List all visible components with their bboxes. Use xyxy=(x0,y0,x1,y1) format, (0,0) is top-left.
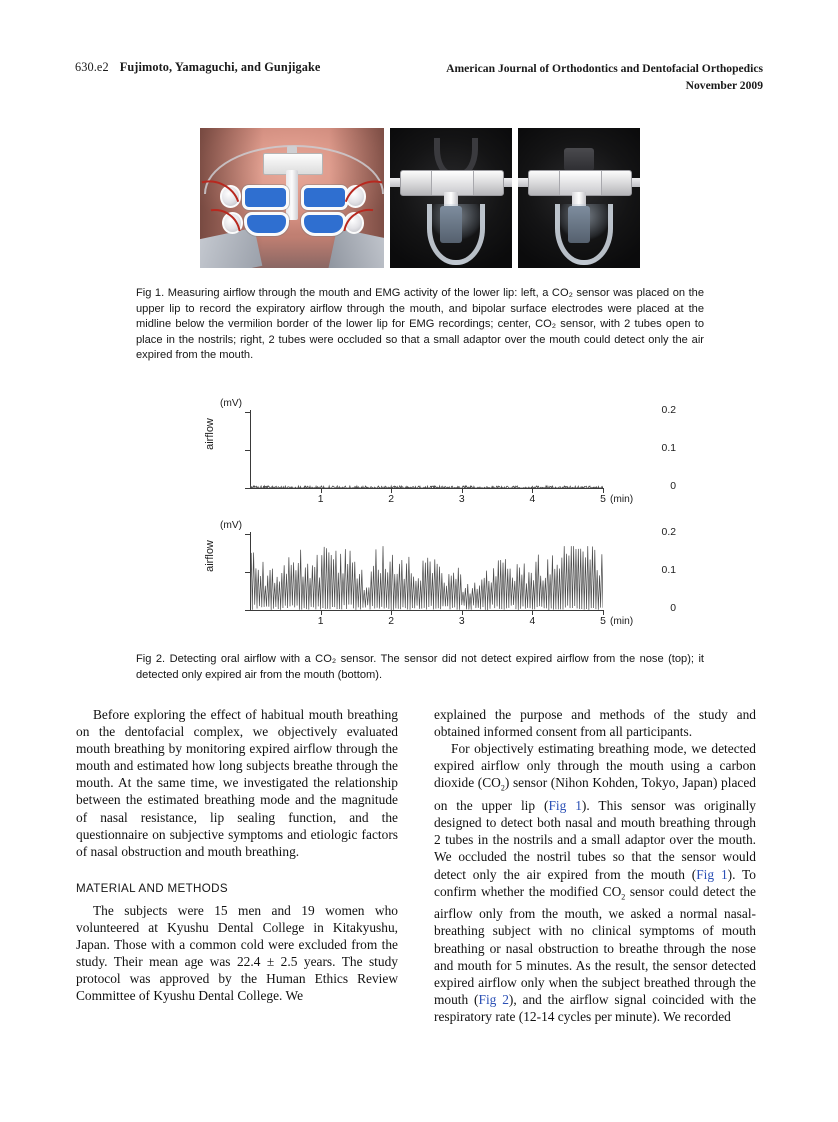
y-tick-bottom-0 xyxy=(245,610,250,611)
figure-1-right-panel xyxy=(518,128,640,268)
x-tick-top-2 xyxy=(391,488,392,493)
paragraph-co2-sensor xyxy=(434,740,756,1025)
x-tick-label-bottom-2: 2 xyxy=(388,616,395,627)
x-tick-bottom-2 xyxy=(391,610,392,615)
x-tick-top-1 xyxy=(321,488,322,493)
x-tick-label-bottom-1: 1 xyxy=(317,616,324,627)
plot-area-bottom xyxy=(250,534,603,610)
mouth-adaptor-core xyxy=(440,206,462,242)
x-tick-label-top-1: 1 xyxy=(317,494,324,505)
figure-2-caption-text: Detecting oral airflow with a CO₂ sensor. The sensor did not detect expired airflow from the nose (top); it detected only expired air from the mouth (bottom). xyxy=(136,653,704,681)
trace-svg-bottom xyxy=(250,534,603,610)
figure-2-label: Fig 2. xyxy=(136,653,166,665)
y-tick-label-top-0.1: 0.1 xyxy=(661,443,676,454)
chart-nose-breathing xyxy=(196,398,676,514)
mouth-adaptor-core xyxy=(568,206,590,242)
chart-mouth-breathing xyxy=(196,520,676,636)
y-tick-label-top-0: 0 xyxy=(670,481,676,492)
subscript-two: 2 xyxy=(621,892,626,902)
figure-1-image-strip xyxy=(200,128,640,268)
running-head-left xyxy=(75,60,320,75)
x-tick-label-top-5: 5 xyxy=(600,494,606,505)
x-tick-label-bottom-5: 5 xyxy=(600,616,606,627)
x-tick-bottom-3 xyxy=(462,610,463,615)
body-column-left xyxy=(76,706,398,1005)
running-head-right xyxy=(446,60,763,94)
x-axis-line-top xyxy=(250,488,604,489)
sentence-part-d: ). To confirm whether the modified CO xyxy=(434,866,756,899)
figure-1-label: Fig 1. xyxy=(136,287,165,299)
journal-title: American Journal of Orthodontics and Dentofacial Orthopedics xyxy=(446,62,763,75)
x-tick-bottom-1 xyxy=(321,610,322,615)
x-axis-unit-bottom: (min) xyxy=(610,616,634,627)
sentence-part-b: ) sensor (Nihon Kohden, Tokyo, Japan) placed on the upper lip ( xyxy=(434,775,756,814)
figure-2-caption xyxy=(136,652,704,683)
x-tick-bottom-5 xyxy=(603,610,604,615)
y-axis-label-top: airflow xyxy=(204,418,216,450)
cross-reference-fig1-first[interactable]: Fig 1 xyxy=(548,798,582,814)
page-folio: 630.e2 xyxy=(75,60,109,74)
paragraph-subjects: The subjects were 15 men and 19 women who volunteered at Kyushu Dental College in Kitakyushu, Japan. Those with a common cold were excluded from the study. Their mean age was 22.4 ± 2.5 years. The study protocol was approved by the Human Ethics Review Committee of Kyushu Dental College. We xyxy=(76,902,398,1004)
figure-2-charts xyxy=(196,398,676,638)
x-tick-top-4 xyxy=(532,488,533,493)
running-head-authors: Fujimoto, Yamaguchi, and Gunjigake xyxy=(119,60,321,74)
sentence-part-f: ), and the airflow signal coincided with the respiratory rate (12-14 cycles per minute). We recorded xyxy=(434,991,757,1024)
x-tick-top-5 xyxy=(603,488,604,493)
plot-area-top xyxy=(250,412,603,488)
sentence-part-c: ). This sensor was originally designed to detect both nasal and mouth breathing through 2 tubes in the nostrils and a small adaptor over the mouth. We occluded the nostril tubes so that the sensor would detect only the air expired from the mouth ( xyxy=(434,798,757,882)
body-column-right xyxy=(434,706,756,1025)
figure-1-caption-text: Measuring airflow through the mouth and EMG activity of the lower lip: left, a CO₂ sensor was placed on the upper lip to record the expiratory airflow through the mouth, and bipolar surface electrodes were placed at the midline below the vermilion border of the lower lip for EMG recordings; center, CO₂ sensor, with 2 tubes open to place in the nostrils; right, 2 tubes were occluded so that a small adaptor over the mouth could detect only the air expired from the mouth. xyxy=(136,287,704,362)
y-tick-label-bottom-0.2: 0.2 xyxy=(661,527,676,538)
y-tick-label-top-0.2: 0.2 xyxy=(661,405,676,416)
nostril-tubes-occluded xyxy=(564,148,593,172)
x-tick-label-top-3: 3 xyxy=(458,494,465,505)
x-tick-label-top-4: 4 xyxy=(529,494,536,505)
x-tick-bottom-4 xyxy=(532,610,533,615)
emg-electrode-top-left xyxy=(242,185,288,209)
figure-1-caption xyxy=(136,286,704,364)
emg-electrode-bottom-right xyxy=(301,212,346,236)
x-tick-label-top-2: 2 xyxy=(388,494,395,505)
x-tick-label-bottom-3: 3 xyxy=(458,616,465,627)
y-axis-label-bottom: airflow xyxy=(204,540,216,572)
x-tick-top-3 xyxy=(462,488,463,493)
emg-electrode-bottom-left xyxy=(244,212,289,236)
cross-reference-fig2[interactable]: Fig 2 xyxy=(478,991,509,1007)
emg-electrode-top-right xyxy=(301,185,347,209)
figure-1-center-panel xyxy=(390,128,512,268)
y-axis-unit-top: (mV) xyxy=(220,398,243,409)
trace-svg-top xyxy=(250,412,603,488)
x-axis-line-bottom xyxy=(250,610,604,611)
figure-1-left-panel xyxy=(200,128,384,268)
section-heading-material-and-methods: MATERIAL AND METHODS xyxy=(76,881,228,895)
y-tick-label-bottom-0: 0 xyxy=(670,603,676,614)
issue-date: November 2009 xyxy=(685,79,763,92)
y-tick-top-0 xyxy=(245,488,250,489)
x-axis-unit-top: (min) xyxy=(610,494,634,505)
cross-reference-fig1-second[interactable]: Fig 1 xyxy=(696,866,728,882)
x-tick-label-bottom-4: 4 xyxy=(529,616,536,627)
y-tick-label-bottom-0.1: 0.1 xyxy=(661,565,676,576)
y-axis-unit-bottom: (mV) xyxy=(220,520,243,531)
subscript-two: 2 xyxy=(500,784,505,794)
paragraph-consent: explained the purpose and methods of the study and obtained informed consent from all participants. xyxy=(434,707,756,740)
sentence-part-e: sensor could detect the airflow only from the mouth, we asked a normal nasal-breathing subject with no clinical symptoms of mouth breathing or nasal obstruction to breathe through the nose and mouth for 5 minutes. As the result, the sensor detected expired airflow only when the subject breathed through the mouth ( xyxy=(434,883,756,1007)
sentence-part-a: For objectively estimating breathing mode, we detected expired airflow only through the mouth using a carbon dioxide (CO xyxy=(434,741,756,791)
paragraph-intro: Before exploring the effect of habitual mouth breathing on the dentofacial complex, we objectively evaluated mouth breathing by monitoring expired airflow through the mouth and estimated how long subjects breathe through the mouth. At the same time, we investigated the relationship between the estimated breathing mode and the magnitude of nasal resistance, lip sealing function, and the questionnaire on subjective symptoms and etiologic factors of nasal obstruction and mouth breathing. xyxy=(76,707,398,859)
running-head xyxy=(75,60,763,100)
